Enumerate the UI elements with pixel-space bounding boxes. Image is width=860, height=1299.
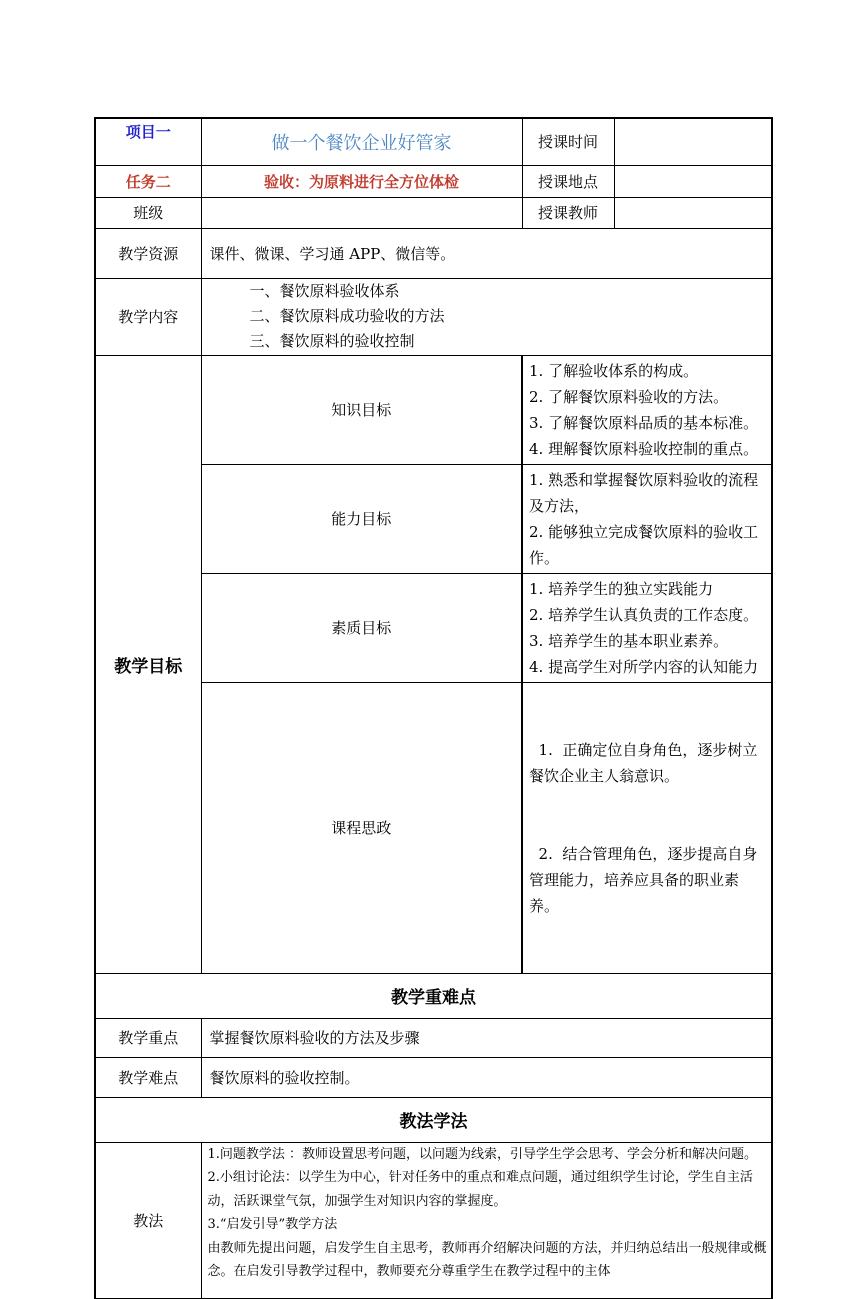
task-label: 任务二	[95, 165, 201, 197]
objective-item: 4. 理解餐饮原料验收控制的重点。	[529, 439, 759, 458]
methods-section-title: 教法学法	[95, 1097, 772, 1142]
key-points-section-title: 教学重难点	[95, 973, 772, 1018]
objective-group-items	[522, 573, 772, 682]
difficulty-label: 教学难点	[95, 1057, 201, 1097]
objective-group-name: 能力目标	[201, 464, 522, 573]
objective-group-name: 课程思政	[201, 682, 522, 973]
objective-group-items	[522, 682, 772, 973]
place-value	[614, 165, 772, 197]
content-label: 教学内容	[95, 278, 201, 355]
objective-group-name: 知识目标	[201, 355, 522, 464]
teacher-label: 授课教师	[522, 197, 614, 228]
content-item: 二、餐饮原料成功验收的方法	[249, 307, 445, 325]
project-title: 做一个餐饮企业好管家	[201, 118, 522, 165]
objective-group-items	[522, 464, 772, 573]
objectives-label: 教学目标	[95, 355, 201, 973]
method-line: 1.问题教学法 ：教师设置思考问题，以问题为线索，引导学生学会思考、学会分析和解决问题。	[207, 1146, 758, 1162]
place-label: 授课地点	[522, 165, 614, 197]
method-line: 由教师先提出问题，启发学生自主思考，教师再介绍解决问题的方法，并归纳总结出一般规律或概念。在启发引导教学过程中，教师要充分尊重学生在教学过程中的主体	[207, 1240, 767, 1279]
method-line: 2.小组讨论法：以学生为中心，针对任务中的重点和难点问题，通过组织学生讨论，学生自主活动，活跃课堂气氛，加强学生对知识内容的掌握度。	[207, 1170, 753, 1209]
focus-value: 掌握餐饮原料验收的方法及步骤	[201, 1018, 772, 1057]
lesson-plan-table	[94, 117, 773, 1299]
methods-text	[201, 1142, 772, 1298]
class-label: 班级	[95, 197, 201, 228]
objective-item: 1. 培养学生的独立实践能力	[529, 579, 714, 598]
task-title: 验收：为原料进行全方位体检	[201, 165, 522, 197]
objective-item: 2. 能够独立完成餐饮原料的验收工作。	[529, 522, 759, 567]
time-label: 授课时间	[522, 118, 614, 165]
objective-group-items	[522, 355, 772, 464]
methods-label: 教法	[95, 1142, 201, 1298]
objective-item: 2. 了解餐饮原料验收的方法。	[529, 387, 729, 406]
objective-item: 2. 培养学生认真负责的工作态度。	[529, 605, 759, 624]
content-list	[201, 278, 772, 355]
class-value	[201, 197, 522, 228]
objective-item: 3. 了解餐饮原料品质的基本标准。	[529, 413, 759, 432]
objective-item: 1. 熟悉和掌握餐饮原料验收的流程及方法，	[529, 470, 759, 515]
time-value	[614, 118, 772, 165]
teacher-value	[614, 197, 772, 228]
objective-item: 3. 培养学生的基本职业素养。	[529, 631, 729, 650]
objective-item: 4. 提高学生对所学内容的认知能力	[529, 657, 759, 676]
resources-label: 教学资源	[95, 228, 201, 278]
objective-item: 1. 了解验收体系的构成。	[529, 361, 699, 380]
method-line: 3.“启发引导”教学方法	[207, 1217, 338, 1232]
resources-value: 课件、微课、学习通 APP、微信等。	[201, 228, 772, 278]
focus-label: 教学重点	[95, 1018, 201, 1057]
objective-item: 2. 结合管理角色，逐步提高自身管理能力，培养应具备的职业素养。	[529, 844, 758, 915]
objective-item: 1. 正确定位自身角色，逐步树立餐饮企业主人翁意识。	[529, 740, 758, 785]
content-item: 一、餐饮原料验收体系	[249, 282, 400, 300]
difficulty-value: 餐饮原料的验收控制。	[201, 1057, 772, 1097]
objective-group-name: 素质目标	[201, 573, 522, 682]
content-item: 三、餐饮原料的验收控制	[249, 332, 415, 350]
project-label: 项目一	[95, 118, 201, 165]
